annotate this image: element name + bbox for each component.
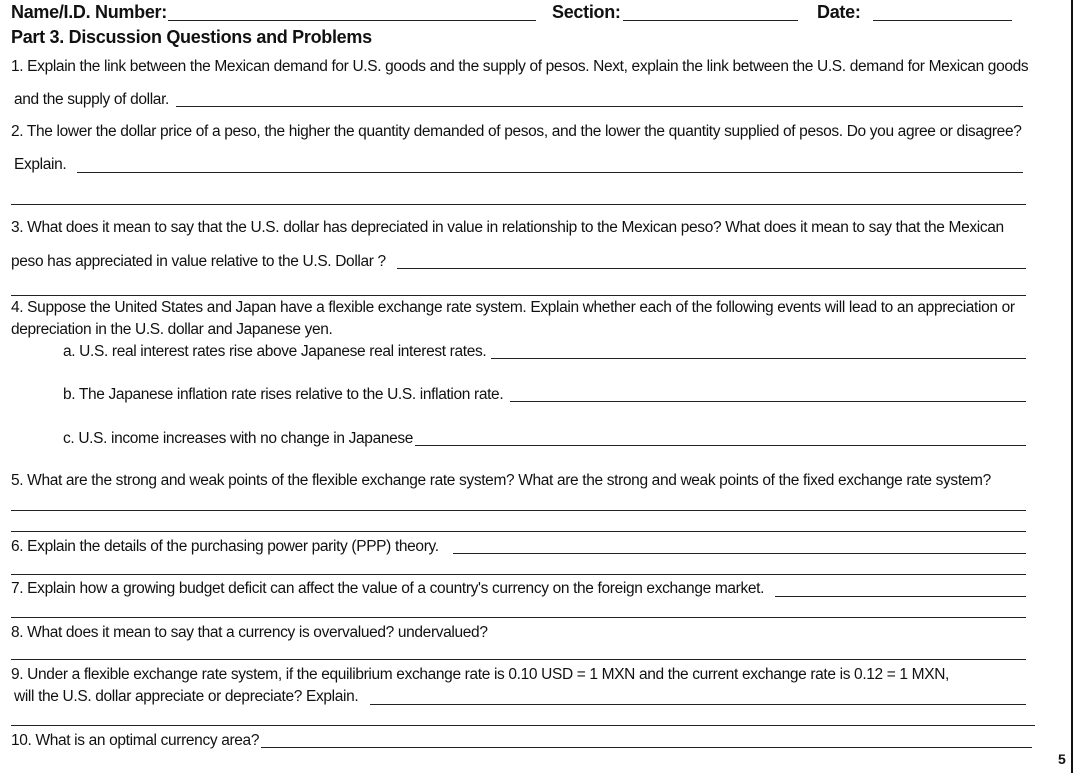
question-5-line-1: 5. What are the strong and weak points of the flexible exchange rate system? What are the strong and weak points of the fixed exchange rate system?: [11, 472, 991, 489]
answer-line[interactable]: [11, 295, 1026, 296]
section-label: Section:: [552, 2, 621, 22]
answer-line[interactable]: [176, 106, 1023, 107]
section-answer-line[interactable]: [623, 20, 798, 21]
answer-line[interactable]: [261, 747, 1032, 748]
question-4a: a. U.S. real interest rates rise above Japanese real interest rates.: [63, 343, 487, 360]
name-id-label: Name/I.D. Number:: [11, 2, 167, 22]
question-9-line-1: 9. Under a flexible exchange rate system, if the equilibrium exchange rate is 0.10 USD = 1 MXN and the current exchange rate is 0.12 = 1 MXN,: [11, 666, 950, 683]
answer-line[interactable]: [397, 268, 1026, 269]
question-9-line-2: will the U.S. dollar appreciate or depreciate? Explain.: [14, 688, 359, 705]
date-label: Date:: [817, 2, 861, 22]
question-10-line-1: 10. What is an optimal currency area?: [11, 732, 260, 749]
answer-line[interactable]: [11, 659, 1026, 660]
answer-line[interactable]: [415, 445, 1026, 446]
answer-line[interactable]: [491, 358, 1026, 359]
answer-line[interactable]: [370, 704, 1026, 705]
question-1-line-2: and the supply of dollar.: [14, 91, 169, 108]
answer-line[interactable]: [775, 596, 1026, 597]
part-title: Part 3. Discussion Questions and Problems: [11, 27, 372, 47]
question-4-line-1: 4. Suppose the United States and Japan have a flexible exchange rate system. Explain whether each of the following events will lead to an appreciation or: [11, 299, 1015, 316]
answer-line[interactable]: [11, 531, 1026, 532]
answer-line[interactable]: [11, 725, 1035, 726]
question-7-line-1: 7. Explain how a growing budget deficit can affect the value of a country's currency on the foreign exchange market.: [11, 580, 765, 597]
question-6-line-1: 6. Explain the details of the purchasing power parity (PPP) theory.: [11, 538, 439, 555]
question-2-line-1: 2. The lower the dollar price of a peso, the higher the quantity demanded of pesos, and the lower the quantity supplied of pesos. Do you agree or disagree?: [11, 123, 1022, 140]
answer-line[interactable]: [77, 172, 1023, 173]
question-3-line-1: 3. What does it mean to say that the U.S. dollar has depreciated in value in relationship to the Mexican peso? What does it mean to say that the Mexican: [11, 219, 1004, 236]
question-1-line-1: 1. Explain the link between the Mexican demand for U.S. goods and the supply of pesos. Next, explain the link between the U.S. demand for Mexican goods: [11, 58, 1029, 75]
question-3-line-2: peso has appreciated in value relative to the U.S. Dollar ?: [11, 253, 386, 270]
answer-line[interactable]: [11, 204, 1026, 205]
question-4-line-2: depreciation in the U.S. dollar and Japanese yen.: [11, 321, 333, 338]
question-4b: b. The Japanese inflation rate rises relative to the U.S. inflation rate.: [63, 386, 504, 403]
answer-line[interactable]: [11, 574, 1026, 575]
question-2-line-2: Explain.: [14, 156, 67, 173]
name-id-answer-line[interactable]: [168, 20, 536, 21]
answer-line[interactable]: [510, 401, 1026, 402]
answer-line[interactable]: [453, 553, 1026, 554]
right-border-line: [1071, 0, 1073, 773]
question-8-line-1: 8. What does it mean to say that a currency is overvalued? undervalued?: [11, 624, 488, 641]
page-number: 5: [1058, 751, 1066, 767]
answer-line[interactable]: [11, 510, 1026, 511]
answer-line[interactable]: [11, 617, 1026, 618]
date-answer-line[interactable]: [873, 20, 1012, 21]
question-4c: c. U.S. income increases with no change in Japanese: [63, 430, 414, 447]
